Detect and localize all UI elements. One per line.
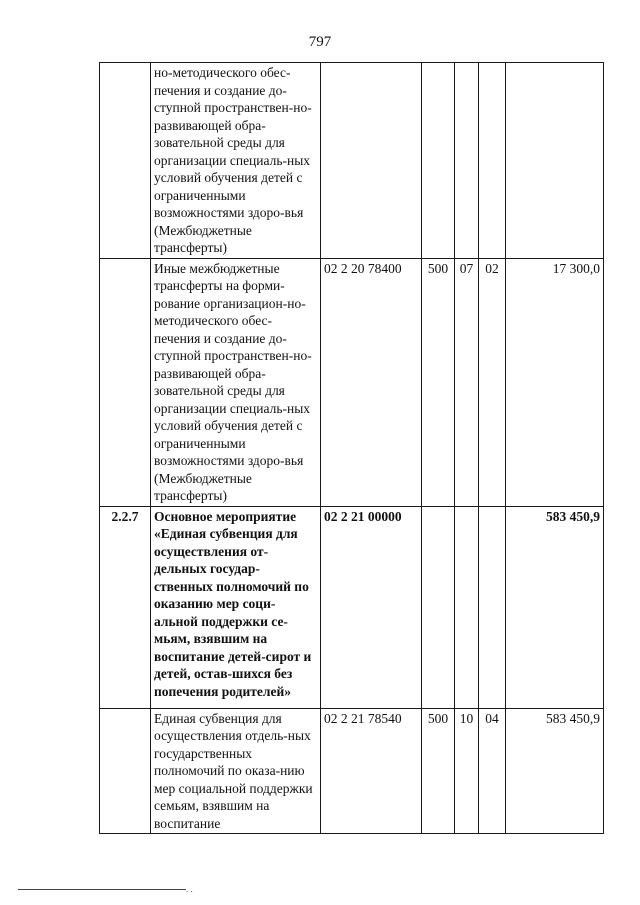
footnote-dots: . . — [186, 884, 193, 894]
table-row — [100, 63, 604, 259]
row-sum-cell: 583 450,9 — [506, 506, 604, 708]
budget-table — [99, 62, 604, 834]
row-code-cell: 02 2 20 78400 — [321, 258, 422, 506]
row-code-cell: 02 2 21 00000 — [321, 506, 422, 708]
row-pr-cell: 04 — [479, 708, 506, 834]
row-pr-cell — [479, 506, 506, 708]
row-name-cell: Основное мероприятие «Единая субвенция для осуществления от-дельных государ-ственных полномочий по оказанию мер соци-альной поддержки се-мьям, взявшим на воспитание детей-сирот и детей, остав-шихся без попечения родителей» — [151, 506, 321, 708]
row-sum-cell: 17 300,0 — [506, 258, 604, 506]
page-number: 797 — [308, 34, 332, 50]
row-name-cell: Единая субвенция для осуществления отдель-ных государственных полномочий по оказа-нию мер социальной поддержки семьям, взявшим на воспитание — [151, 708, 321, 834]
row-rz-cell: 10 — [455, 708, 479, 834]
table-row — [100, 506, 604, 708]
row-code-cell: 02 2 21 78540 — [321, 708, 422, 834]
table-row — [100, 708, 604, 834]
row-number-cell — [100, 258, 151, 506]
row-name-cell: Иные межбюджетные трансферты на форми-рование организацион-но-методического обес-печения и создание до-ступной пространствен-но-развивающей обра-зовательной среды для организации специаль-ных условий обучения детей с ограниченными возможностями здоро-вья (Межбюджетные трансферты) — [151, 258, 321, 506]
row-rz-cell — [455, 63, 479, 259]
row-code-cell — [321, 63, 422, 259]
row-rz-cell: 07 — [455, 258, 479, 506]
table-row — [100, 258, 604, 506]
row-name-cell: но-методического обес-печения и создание до-ступной пространствен-но-развивающей обра-зовательной среды для организации специаль-ных условий обучения детей с ограниченными возможностями здоро-вья (Межбюджетные трансферты) — [151, 63, 321, 259]
row-vr-cell: 500 — [422, 708, 455, 834]
row-vr-cell — [422, 63, 455, 259]
row-pr-cell: 02 — [479, 258, 506, 506]
row-pr-cell — [479, 63, 506, 259]
row-vr-cell — [422, 506, 455, 708]
row-sum-cell: 583 450,9 — [506, 708, 604, 834]
row-number-cell — [100, 63, 151, 259]
row-vr-cell: 500 — [422, 258, 455, 506]
row-number-cell: 2.2.7 — [100, 506, 151, 708]
row-sum-cell — [506, 63, 604, 259]
footnote-divider — [18, 889, 186, 890]
row-rz-cell — [455, 506, 479, 708]
row-number-cell — [100, 708, 151, 834]
